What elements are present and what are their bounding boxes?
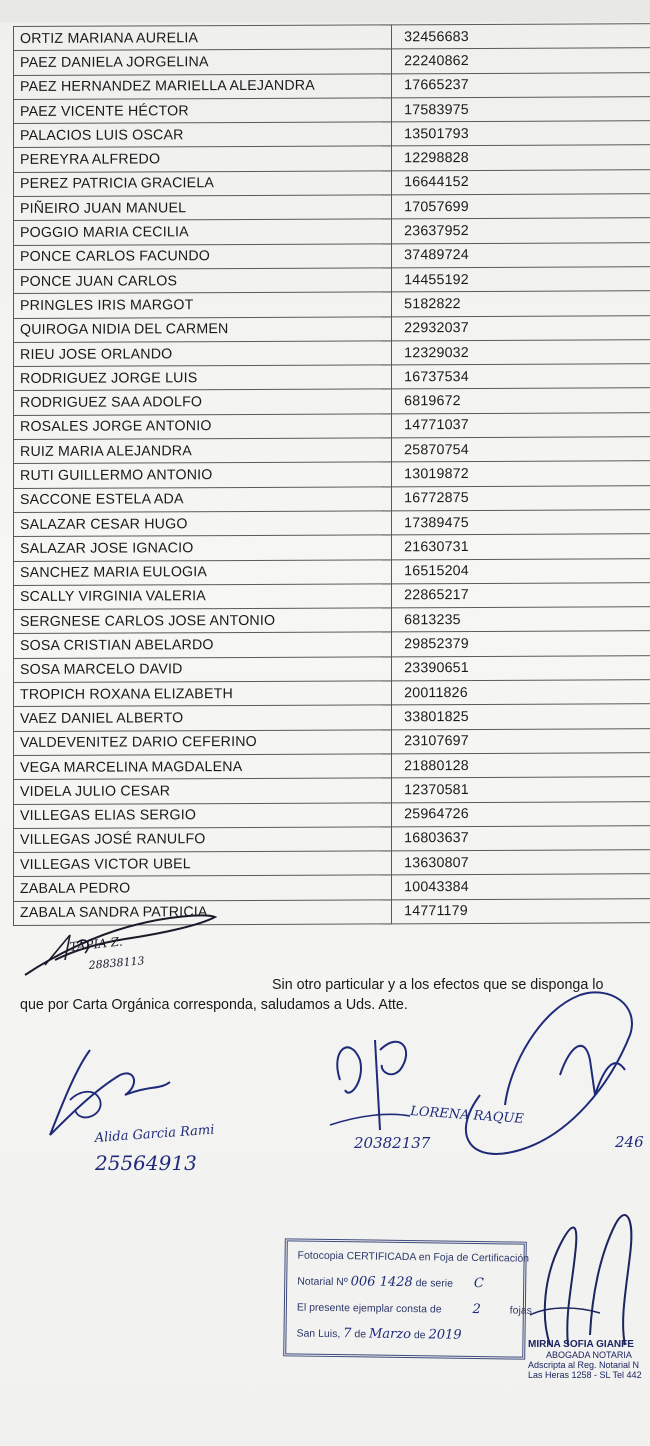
stamp-day: 7 bbox=[343, 1326, 352, 1342]
member-name: PALACIOS LUIS OSCAR bbox=[14, 122, 392, 148]
table-row bbox=[14, 801, 650, 828]
stamp-serie-label: de serie bbox=[415, 1277, 454, 1290]
table-row bbox=[14, 72, 650, 99]
stamp-fojas-label: El presente ejemplar consta de bbox=[296, 1301, 442, 1316]
signature-3-id: 20382137 bbox=[354, 1134, 431, 1152]
table-row bbox=[14, 485, 650, 512]
stamp-line-1: Fotocopia CERTIFICADA en Foja de Certificación bbox=[297, 1249, 530, 1265]
member-dni: 23637952 bbox=[392, 218, 650, 243]
stamp-fojas-value: 2 bbox=[472, 1301, 481, 1318]
member-dni: 23107697 bbox=[392, 728, 650, 753]
notary-signature bbox=[520, 1195, 650, 1360]
table-row bbox=[14, 194, 650, 221]
member-dni: 16737534 bbox=[392, 364, 650, 389]
notary-seal bbox=[528, 1340, 650, 1380]
member-name: SACCONE ESTELA ADA bbox=[14, 486, 392, 512]
member-name: QUIROGA NIDIA DEL CARMEN bbox=[14, 316, 392, 342]
member-dni: 14771037 bbox=[392, 412, 650, 437]
member-name: RODRIGUEZ JORGE LUIS bbox=[14, 365, 392, 391]
table-row bbox=[14, 145, 650, 172]
table-row bbox=[14, 753, 650, 780]
table-row bbox=[14, 728, 650, 755]
member-dni: 16772875 bbox=[392, 485, 650, 510]
table-row bbox=[14, 874, 650, 901]
stamp-line-2 bbox=[297, 1273, 484, 1291]
stamp-notarial-number: 006 1428 bbox=[350, 1274, 413, 1291]
roster-table-body bbox=[14, 24, 650, 926]
member-name: PONCE CARLOS FACUNDO bbox=[14, 244, 392, 270]
table-row bbox=[14, 534, 650, 561]
member-dni: 17389475 bbox=[392, 510, 650, 535]
member-name: PAEZ DANIELA JORGELINA bbox=[14, 49, 392, 75]
member-name: TROPICH ROXANA ELIZABETH bbox=[14, 681, 392, 707]
table-row bbox=[14, 291, 650, 318]
member-name: SALAZAR JOSE IGNACIO bbox=[14, 535, 392, 561]
member-dni: 16515204 bbox=[392, 558, 650, 583]
member-name: SALAZAR CESAR HUGO bbox=[14, 511, 392, 537]
member-dni: 17057699 bbox=[392, 194, 650, 219]
member-name: PAEZ VICENTE HÉCTOR bbox=[14, 98, 392, 124]
member-dni: 13019872 bbox=[392, 461, 650, 486]
member-name: ORTIZ MARIANA AURELIA bbox=[14, 25, 392, 51]
signature-4 bbox=[410, 975, 650, 1175]
table-row bbox=[14, 267, 650, 294]
member-dni: 6813235 bbox=[392, 607, 650, 632]
table-row bbox=[14, 218, 650, 245]
notary-registry: Adscripta al Reg. Notarial N bbox=[528, 1360, 640, 1370]
roster-table bbox=[13, 23, 650, 926]
stamp-year: 2019 bbox=[428, 1327, 462, 1343]
member-dni: 17583975 bbox=[392, 97, 650, 122]
member-name: SCALLY VIRGINIA VALERIA bbox=[14, 584, 392, 610]
member-name: PIÑEIRO JUAN MANUEL bbox=[14, 195, 392, 221]
member-dni: 12370581 bbox=[392, 777, 650, 802]
signature-1-id: 28838113 bbox=[88, 954, 146, 972]
table-row bbox=[14, 510, 650, 537]
member-dni: 14771179 bbox=[392, 898, 650, 923]
table-row bbox=[14, 825, 650, 852]
table-row bbox=[14, 631, 650, 658]
member-dni: 5182822 bbox=[392, 291, 650, 316]
top-edge bbox=[0, 0, 650, 22]
member-name: SOSA MARCELO DAVID bbox=[14, 657, 392, 683]
member-name: SOSA CRISTIAN ABELARDO bbox=[14, 632, 392, 658]
stamp-serie-value: C bbox=[473, 1275, 484, 1292]
member-name: SANCHEZ MARIA EULOGIA bbox=[14, 559, 392, 585]
table-row bbox=[14, 412, 650, 439]
stamp-de-1: de bbox=[354, 1328, 367, 1341]
member-name: PRINGLES IRIS MARGOT bbox=[14, 292, 392, 318]
member-name: VIDELA JULIO CESAR bbox=[14, 778, 392, 804]
member-name: ZABALA SANDRA PATRICIA bbox=[14, 900, 392, 926]
table-row bbox=[14, 315, 650, 342]
member-dni: 20011826 bbox=[392, 680, 650, 705]
signature-1 bbox=[15, 905, 225, 980]
signature-2-id: 25564913 bbox=[95, 1151, 197, 1175]
table-row bbox=[14, 582, 650, 609]
table-row bbox=[14, 364, 650, 391]
member-name: VILLEGAS VICTOR UBEL bbox=[14, 851, 392, 877]
signature-2-name: Alida Garcia Rami bbox=[94, 1122, 215, 1146]
member-dni: 12298828 bbox=[392, 145, 650, 170]
member-name: SERGNESE CARLOS JOSE ANTONIO bbox=[14, 608, 392, 634]
member-name: RODRIGUEZ SAA ADOLFO bbox=[14, 389, 392, 415]
member-dni: 37489724 bbox=[392, 242, 650, 267]
signature-2 bbox=[40, 1030, 300, 1180]
member-dni: 22240862 bbox=[392, 48, 650, 73]
table-row bbox=[14, 461, 650, 488]
member-dni: 12329032 bbox=[392, 340, 650, 365]
member-dni: 10043384 bbox=[392, 874, 650, 899]
stamp-notarial-label: Notarial Nº bbox=[297, 1275, 348, 1289]
member-dni: 13501793 bbox=[392, 121, 650, 146]
table-row bbox=[14, 704, 650, 731]
certification-stamp bbox=[283, 1238, 532, 1359]
stamp-month: Marzo bbox=[368, 1326, 412, 1343]
closing-line-1: Sin otro particular y a los efectos que se disponga lo bbox=[272, 977, 604, 993]
member-name: PEREYRA ALFREDO bbox=[14, 146, 392, 172]
member-name: VALDEVENITEZ DARIO CEFERINO bbox=[14, 729, 392, 755]
stamp-place: San Luis, bbox=[296, 1327, 341, 1341]
member-name: PONCE JUAN CARLOS bbox=[14, 268, 392, 294]
stamp-line-3 bbox=[297, 1299, 532, 1317]
member-name: VAEZ DANIEL ALBERTO bbox=[14, 705, 392, 731]
table-row bbox=[14, 680, 650, 707]
member-dni: 33801825 bbox=[392, 704, 650, 729]
signature-4-name: LORENA RAQUE bbox=[409, 1104, 525, 1127]
member-dni: 25964726 bbox=[392, 801, 650, 826]
member-dni: 13630807 bbox=[392, 850, 650, 875]
stamp-de-2: de bbox=[413, 1329, 426, 1342]
table-row bbox=[14, 388, 650, 415]
member-name: VILLEGAS ELIAS SERGIO bbox=[14, 802, 392, 828]
member-dni: 25870754 bbox=[392, 437, 650, 462]
member-dni: 6819672 bbox=[392, 388, 650, 413]
signature-5-partial: 246 bbox=[615, 1133, 644, 1151]
table-row bbox=[14, 655, 650, 682]
member-dni: 32456683 bbox=[392, 24, 650, 49]
member-dni: 16803637 bbox=[392, 825, 650, 850]
notary-name: MIRNA SOFIA GIANFE bbox=[528, 1339, 634, 1350]
table-row bbox=[14, 340, 650, 367]
table-row bbox=[14, 850, 650, 877]
member-name: PAEZ HERNANDEZ MARIELLA ALEJANDRA bbox=[14, 73, 392, 99]
member-name: ZABALA PEDRO bbox=[14, 875, 392, 901]
member-dni: 21880128 bbox=[392, 753, 650, 778]
notary-title: ABOGADA NOTARIA bbox=[546, 1350, 632, 1360]
member-name: VILLEGAS JOSÉ RANULFO bbox=[14, 827, 392, 853]
member-dni: 14455192 bbox=[392, 267, 650, 292]
table-row bbox=[14, 777, 650, 804]
member-name: RUIZ MARIA ALEJANDRA bbox=[14, 438, 392, 464]
member-name: ROSALES JORGE ANTONIO bbox=[14, 414, 392, 440]
member-dni: 23390651 bbox=[392, 655, 650, 680]
table-row bbox=[14, 558, 650, 585]
notary-address: Las Heras 1258 - SL Tel 442 bbox=[528, 1370, 642, 1380]
member-dni: 17665237 bbox=[392, 72, 650, 97]
table-row bbox=[14, 121, 650, 148]
table-row bbox=[14, 24, 650, 51]
table-row bbox=[14, 48, 650, 75]
table-row bbox=[14, 242, 650, 269]
member-dni: 16644152 bbox=[392, 169, 650, 194]
signature-1-name: TAPIA Z. bbox=[68, 934, 124, 954]
table-row bbox=[14, 607, 650, 634]
member-dni: 22865217 bbox=[392, 582, 650, 607]
member-name: VEGA MARCELINA MAGDALENA bbox=[14, 754, 392, 780]
stamp-line-4 bbox=[296, 1325, 461, 1342]
member-dni: 29852379 bbox=[392, 631, 650, 656]
member-dni: 22932037 bbox=[392, 315, 650, 340]
member-name: POGGIO MARIA CECILIA bbox=[14, 219, 392, 245]
table-row bbox=[14, 437, 650, 464]
member-name: RUTI GUILLERMO ANTONIO bbox=[14, 462, 392, 488]
table-row bbox=[14, 169, 650, 196]
member-dni: 21630731 bbox=[392, 534, 650, 559]
member-name: PEREZ PATRICIA GRACIELA bbox=[14, 171, 392, 197]
member-name: RIEU JOSE ORLANDO bbox=[14, 341, 392, 367]
closing-line-2: que por Carta Orgánica corresponda, saludamos a Uds. Atte. bbox=[20, 997, 408, 1013]
table-row bbox=[14, 97, 650, 124]
stamp-fojas-suffix: fojas bbox=[509, 1304, 532, 1317]
